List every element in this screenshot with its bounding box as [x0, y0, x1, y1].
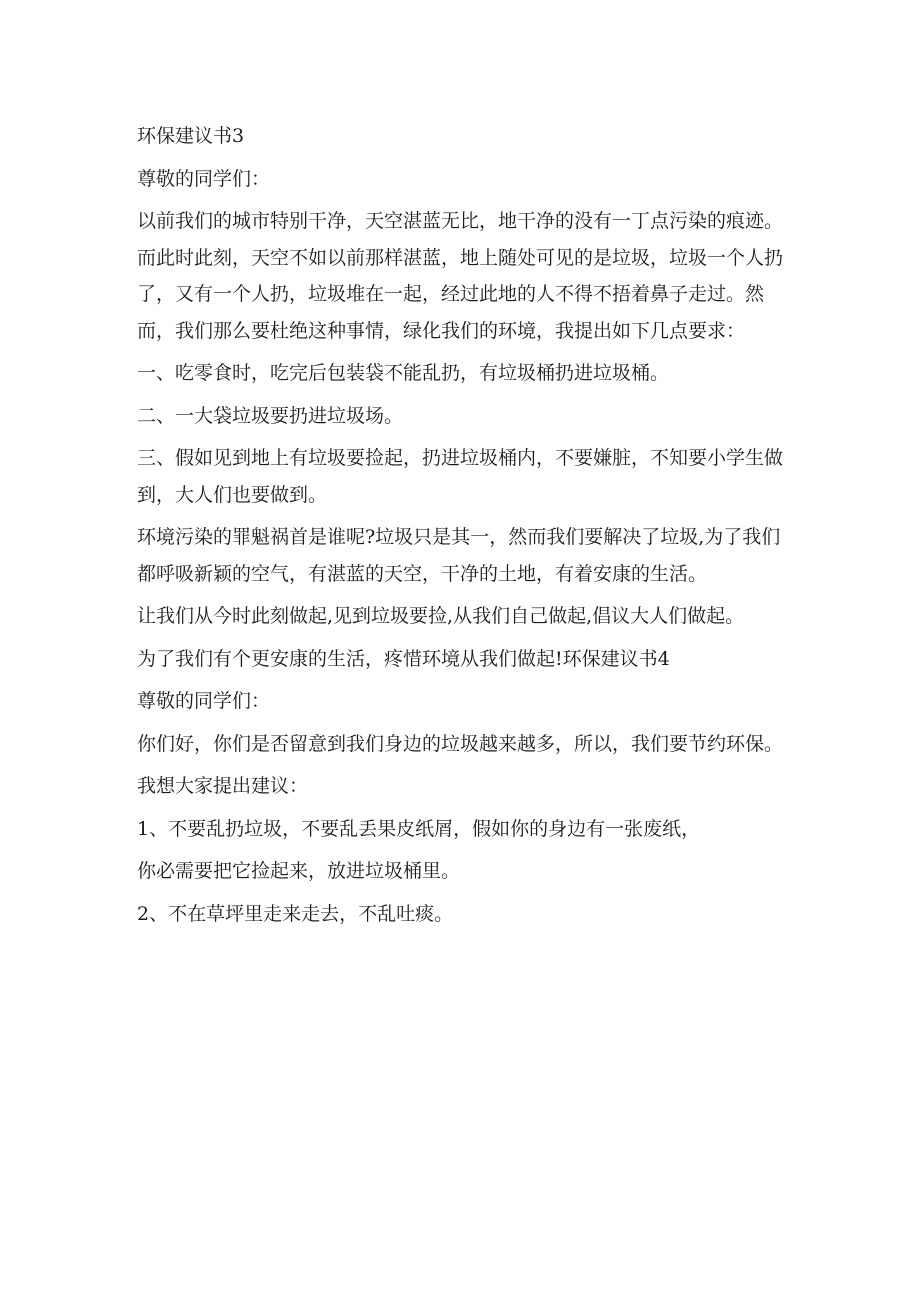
body-paragraph: 我想大家提出建议：: [137, 775, 309, 797]
section-title-3: 环保建议书3: [137, 125, 245, 147]
numbered-item-1: 1、不要乱扔垃圾，不要乱丢果皮纸屑，假如你的身边有一张废纸，: [137, 817, 701, 840]
body-paragraph: 让我们从今时此刻做起,见到垃圾要捡,从我们自己做起,倡议大人们做起。: [137, 605, 745, 627]
salutation: 尊敬的同学们：: [137, 690, 271, 712]
numbered-item-2: 2、不在草坪里走来走去，不乱吐痰。: [137, 902, 454, 925]
document-body: [137, 118, 787, 938]
body-paragraph-with-title-4: 为了我们有个更安康的生活，疼惜环境从我们做起!环保建议书4: [137, 647, 670, 670]
list-item-2: 二、一大袋垃圾要扔进垃圾场。: [137, 404, 404, 427]
salutation: 尊敬的同学们：: [137, 167, 271, 190]
body-paragraph: 以前我们的城市特别干净，天空湛蓝无比，地干净的没有一丁点污染的痕迹。而此时此刻，天空不如以前那样湛蓝，地上随处可见的是垃圾，垃圾一个人扔了，又有一个人扔，垃圾堆在一起，经过此地的人不得不捂着鼻子走过。然而，我们那么要杜绝这种事情，绿化我们的环境，我提出如下几点要求：: [137, 210, 784, 342]
body-paragraph: 你们好，你们是否留意到我们身边的垃圾越来越多，所以，我们要节约环保。: [137, 732, 784, 755]
numbered-item-1-continued: 你必需要把它捡起来，放进垃圾桶里。: [137, 860, 461, 882]
list-item-1: 一、吃零食时，吃完后包装袋不能乱扔，有垃圾桶扔进垃圾桶。: [137, 362, 670, 384]
body-paragraph: 环境污染的罪魁祸首是谁呢?垃圾只是其一，然而我们要解决了垃圾,为了我们都呼吸新颖的空气，有湛蓝的天空，干净的土地，有着安康的生活。: [137, 526, 781, 585]
list-item-3: 三、假如见到地上有垃圾要捡起，扔进垃圾桶内，不要嫌脏，不知要小学生做到，大人们也要做到。: [137, 447, 784, 506]
